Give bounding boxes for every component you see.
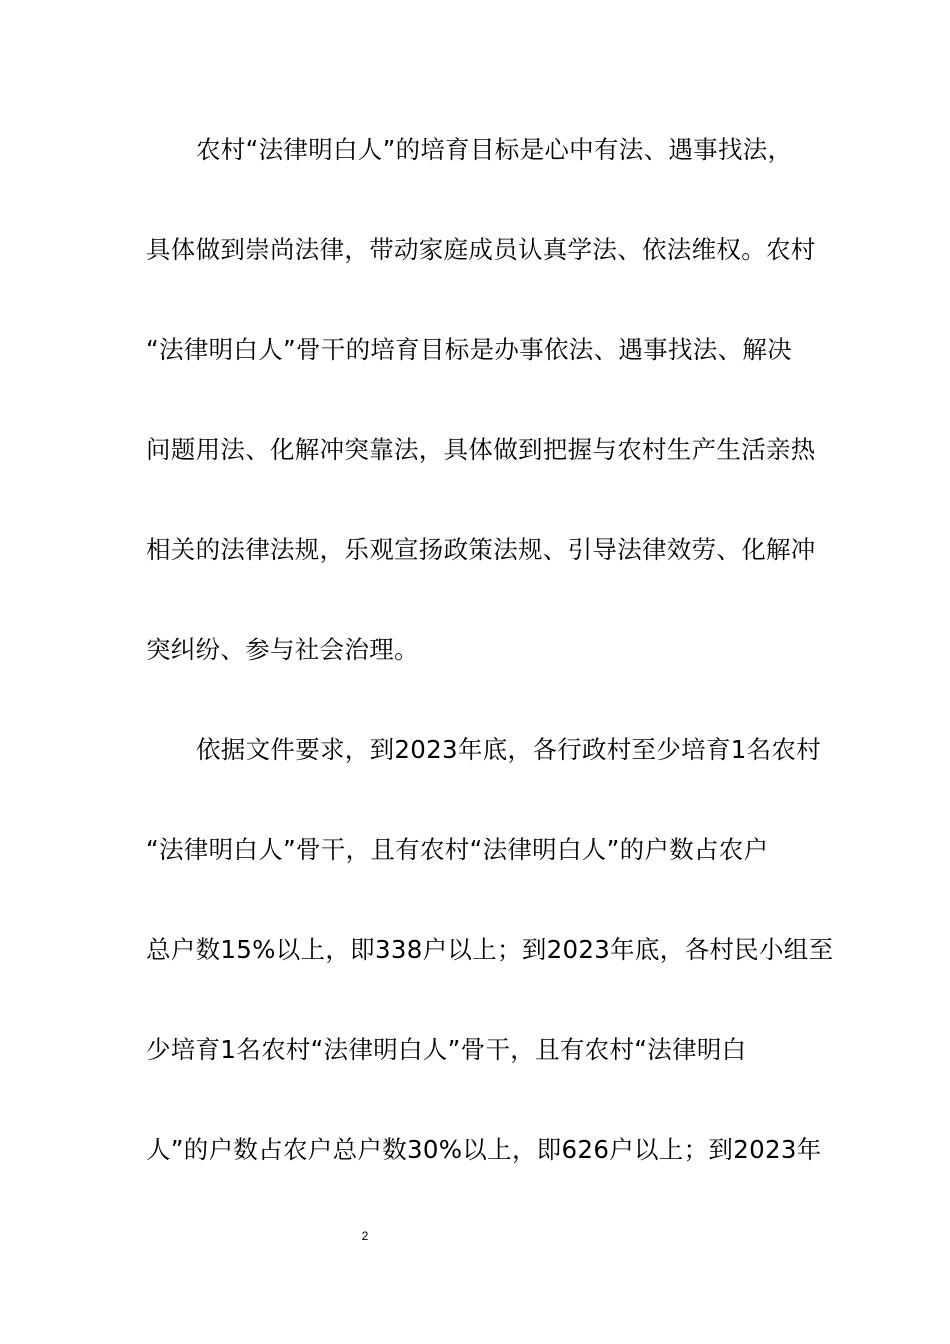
paragraph-2-line-5: 人”的户数占农户总户数30%以上，即626户以上；到2023年 bbox=[146, 1135, 822, 1164]
paragraph-2-line-2: “法律明白人”骨干，且有农村“法律明白人”的户数占农户 bbox=[146, 835, 769, 864]
paragraph-2-line-4: 少培育1名农村“法律明白人”骨干，且有农村“法律明白 bbox=[146, 1035, 747, 1064]
paragraph-2-line-1: 依据文件要求，到2023年底，各行政村至少培育1名农村 bbox=[196, 735, 822, 764]
paragraph-1-line-1: 农村“法律明白人”的培育目标是心中有法、遇事找法， bbox=[196, 135, 793, 164]
paragraph-2-line-3: 总户数15%以上，即338户以上；到2023年底，各村民小组至 bbox=[146, 935, 834, 964]
paragraph-1-line-5: 相关的法律法规，乐观宣扬政策法规、引导法律效劳、化解冲 bbox=[146, 535, 816, 564]
paragraph-1-line-4: 问题用法、化解冲突靠法，具体做到把握与农村生产生活亲热 bbox=[146, 435, 816, 464]
paragraph-1-line-3: “法律明白人”骨干的培育目标是办事依法、遇事找法、解决 bbox=[146, 335, 792, 364]
page-number: 2 bbox=[361, 1229, 369, 1243]
paragraph-1-line-6: 突纠纷、参与社会治理。 bbox=[146, 635, 419, 664]
paragraph-1-line-2: 具体做到崇尚法律，带动家庭成员认真学法、依法维权。农村 bbox=[146, 235, 816, 264]
